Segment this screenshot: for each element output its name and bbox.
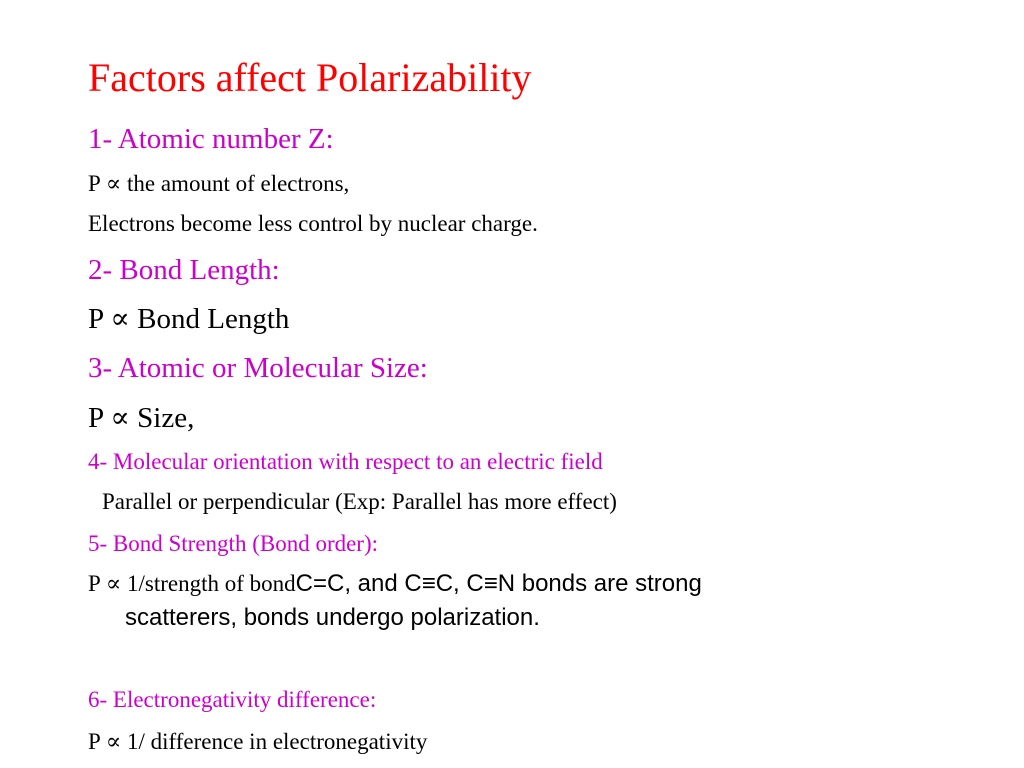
text-bond-length-line1: P ∝ Bond Length <box>88 303 290 335</box>
heading-size: 3- Atomic or Molecular Size: <box>88 352 428 384</box>
text-orientation-line1: Parallel or perpendicular (Exp: Parallel has more effect) <box>102 489 617 514</box>
text-bond-strength-serif: P ∝ 1/strength of bond <box>88 571 296 596</box>
heading-bond-strength: 5- Bond Strength (Bond order): <box>88 531 379 556</box>
heading-orientation: 4- Molecular orientation with respect to an electric field <box>88 449 603 474</box>
text-bond-strength-line2: scatterers, bonds undergo polarization. <box>125 604 540 631</box>
heading-atomic-number: 1- Atomic number Z: <box>88 123 334 155</box>
text-size-line1: P ∝ Size, <box>88 402 195 434</box>
text-atomic-number-line1: P ∝ the amount of electrons, <box>88 171 350 196</box>
text-electronegativity-line1: P ∝ 1/ difference in electronegativity <box>88 729 428 754</box>
heading-electronegativity: 6- Electronegativity difference: <box>88 687 377 712</box>
slide-title: Factors affect Polarizability <box>88 55 532 100</box>
text-bond-strength-line1 <box>88 572 702 596</box>
text-atomic-number-line2: Electrons become less control by nuclear charge. <box>88 211 538 236</box>
heading-bond-length: 2- Bond Length: <box>88 254 280 286</box>
text-bond-strength-sans: C=C, and C≡C, C≡N bonds are strong <box>295 570 702 597</box>
